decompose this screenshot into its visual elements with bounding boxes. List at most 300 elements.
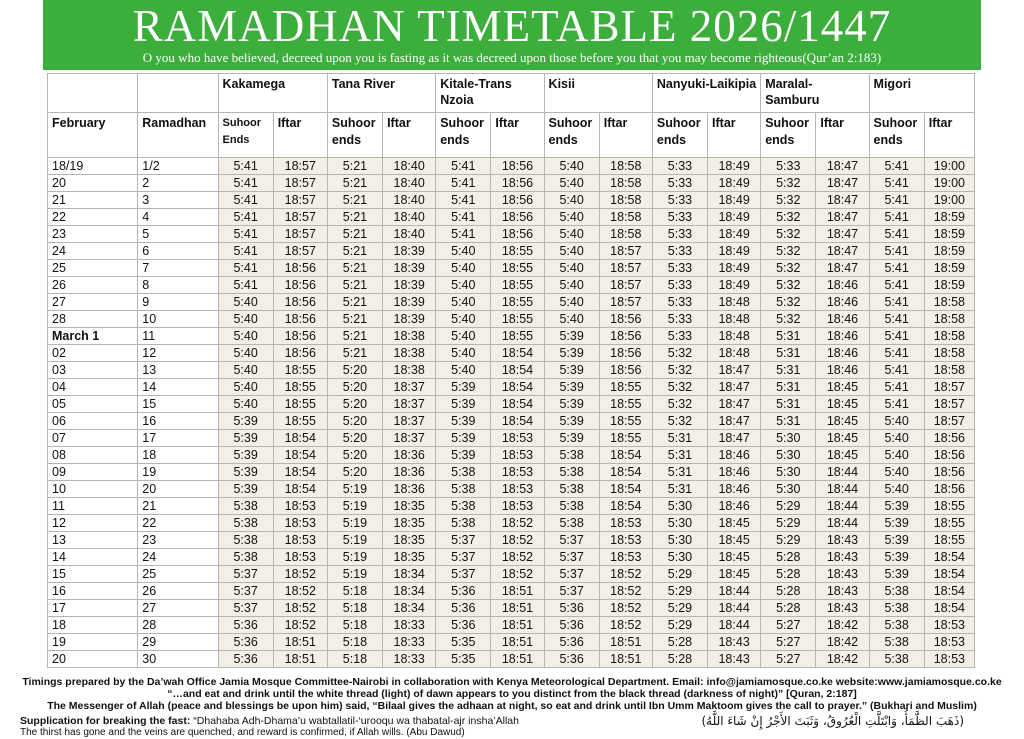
- iftar-time-cell: 18:43: [816, 566, 869, 583]
- table-row: [48, 311, 975, 328]
- iftar-time-cell: 18:33: [383, 634, 436, 651]
- suhoor-time-cell: 5:31: [761, 328, 816, 345]
- date-cell: 05: [48, 396, 138, 413]
- suhoor-time-cell: 5:41: [218, 158, 273, 175]
- iftar-header: Iftar: [383, 113, 436, 158]
- iftar-time-cell: 18:54: [599, 447, 652, 464]
- ramadhan-day-cell: 4: [138, 209, 218, 226]
- iftar-time-cell: 18:36: [383, 464, 436, 481]
- suhoor-time-cell: 5:40: [436, 328, 491, 345]
- footer-quran-quote: “…and eat and drink until the white thread (light) of dawn appears to you distinct from the black thread (darkness of night)” [Quran, 2:187]: [167, 688, 857, 700]
- location-header: Tana River: [327, 74, 435, 113]
- date-cell: 11: [48, 498, 138, 515]
- suhoor-time-cell: 5:28: [652, 634, 707, 651]
- suhoor-time-cell: 5:40: [436, 311, 491, 328]
- location-header: Nanyuki-Laikipia: [652, 74, 760, 113]
- suhoor-time-cell: 5:18: [327, 617, 382, 634]
- iftar-time-cell: 18:57: [599, 294, 652, 311]
- date-cell: 19: [48, 634, 138, 651]
- iftar-time-cell: 18:35: [383, 532, 436, 549]
- ramadhan-day-cell: 20: [138, 481, 218, 498]
- iftar-time-cell: 18:57: [273, 226, 327, 243]
- iftar-time-cell: 18:56: [273, 311, 327, 328]
- suhoor-time-cell: 5:40: [436, 243, 491, 260]
- ramadhan-column-header: Ramadhan: [138, 113, 218, 158]
- suhoor-time-cell: 5:38: [544, 464, 599, 481]
- iftar-time-cell: 18:48: [708, 345, 761, 362]
- iftar-time-cell: 18:48: [708, 294, 761, 311]
- iftar-time-cell: 18:54: [599, 498, 652, 515]
- iftar-time-cell: 18:38: [383, 345, 436, 362]
- suhoor-time-cell: 5:33: [761, 158, 816, 175]
- iftar-time-cell: 18:45: [708, 515, 761, 532]
- date-cell: 20: [48, 651, 138, 668]
- iftar-time-cell: 19:00: [924, 158, 974, 175]
- suhoor-time-cell: 5:28: [761, 566, 816, 583]
- suhoor-time-cell: 5:38: [218, 498, 273, 515]
- iftar-time-cell: 18:54: [273, 447, 327, 464]
- suhoor-time-cell: 5:41: [869, 226, 924, 243]
- suhoor-time-cell: 5:33: [652, 294, 707, 311]
- iftar-time-cell: 18:57: [273, 192, 327, 209]
- iftar-time-cell: 18:51: [599, 634, 652, 651]
- iftar-time-cell: 18:53: [924, 617, 974, 634]
- suhoor-time-cell: 5:33: [652, 311, 707, 328]
- iftar-time-cell: 18:45: [816, 396, 869, 413]
- suhoor-time-cell: 5:40: [869, 464, 924, 481]
- iftar-time-cell: 18:40: [383, 226, 436, 243]
- suhoor-time-cell: 5:41: [436, 175, 491, 192]
- suhoor-time-cell: 5:41: [218, 226, 273, 243]
- iftar-time-cell: 18:33: [383, 617, 436, 634]
- iftar-time-cell: 18:59: [924, 243, 974, 260]
- suhoor-time-cell: 5:39: [218, 464, 273, 481]
- iftar-time-cell: 18:59: [924, 277, 974, 294]
- suhoor-time-cell: 5:33: [652, 243, 707, 260]
- location-header: Kisii: [544, 74, 652, 113]
- iftar-time-cell: 18:58: [924, 362, 974, 379]
- suhoor-time-cell: 5:39: [869, 566, 924, 583]
- suhoor-time-cell: 5:27: [761, 617, 816, 634]
- suhoor-time-cell: 5:41: [218, 260, 273, 277]
- suhoor-time-cell: 5:38: [869, 600, 924, 617]
- suhoor-time-cell: 5:39: [218, 430, 273, 447]
- ramadhan-day-cell: 17: [138, 430, 218, 447]
- iftar-time-cell: 18:36: [383, 447, 436, 464]
- date-cell: 20: [48, 175, 138, 192]
- iftar-time-cell: 18:55: [491, 277, 544, 294]
- iftar-time-cell: 18:51: [273, 651, 327, 668]
- suhoor-time-cell: 5:21: [327, 175, 382, 192]
- suhoor-time-cell: 5:20: [327, 413, 382, 430]
- suhoor-time-cell: 5:38: [869, 651, 924, 668]
- iftar-time-cell: 18:43: [816, 549, 869, 566]
- suhoor-time-cell: 5:39: [869, 532, 924, 549]
- iftar-time-cell: 18:55: [599, 413, 652, 430]
- iftar-time-cell: 18:54: [924, 583, 974, 600]
- suhoor-time-cell: 5:30: [761, 430, 816, 447]
- suhoor-time-cell: 5:18: [327, 634, 382, 651]
- suhoor-time-cell: 5:38: [869, 617, 924, 634]
- iftar-time-cell: 18:46: [816, 345, 869, 362]
- suhoor-time-cell: 5:32: [761, 175, 816, 192]
- suhoor-time-cell: 5:21: [327, 277, 382, 294]
- table-row: [48, 651, 975, 668]
- suhoor-time-cell: 5:37: [544, 549, 599, 566]
- iftar-time-cell: 18:51: [491, 617, 544, 634]
- table-row: [48, 617, 975, 634]
- iftar-time-cell: 18:53: [491, 481, 544, 498]
- iftar-time-cell: 18:56: [491, 175, 544, 192]
- iftar-time-cell: 18:39: [383, 243, 436, 260]
- iftar-time-cell: 18:53: [924, 634, 974, 651]
- iftar-time-cell: 18:52: [491, 549, 544, 566]
- iftar-time-cell: 18:57: [599, 243, 652, 260]
- iftar-time-cell: 18:52: [273, 566, 327, 583]
- ramadhan-day-cell: 12: [138, 345, 218, 362]
- suhoor-header: Suhoor ends: [544, 113, 599, 158]
- table-row: [48, 243, 975, 260]
- suhoor-time-cell: 5:40: [869, 447, 924, 464]
- table-row: [48, 515, 975, 532]
- location-header: Kakamega: [218, 74, 327, 113]
- suhoor-time-cell: 5:40: [436, 294, 491, 311]
- iftar-time-cell: 18:42: [816, 634, 869, 651]
- table-row: [48, 209, 975, 226]
- iftar-time-cell: 18:39: [383, 260, 436, 277]
- iftar-time-cell: 18:46: [816, 362, 869, 379]
- iftar-time-cell: 18:45: [816, 447, 869, 464]
- suhoor-time-cell: 5:20: [327, 362, 382, 379]
- suhoor-time-cell: 5:36: [436, 617, 491, 634]
- suhoor-time-cell: 5:33: [652, 158, 707, 175]
- table-row: [48, 481, 975, 498]
- iftar-time-cell: 18:44: [816, 515, 869, 532]
- suhoor-time-cell: 5:29: [652, 583, 707, 600]
- iftar-time-cell: 18:55: [273, 396, 327, 413]
- suhoor-time-cell: 5:33: [652, 192, 707, 209]
- ramadhan-day-cell: 6: [138, 243, 218, 260]
- suhoor-time-cell: 5:30: [652, 515, 707, 532]
- table-row: [48, 634, 975, 651]
- iftar-time-cell: 18:56: [599, 362, 652, 379]
- suhoor-time-cell: 5:40: [544, 294, 599, 311]
- iftar-time-cell: 18:53: [273, 549, 327, 566]
- iftar-time-cell: 18:52: [599, 600, 652, 617]
- suhoor-time-cell: 5:31: [652, 430, 707, 447]
- ramadhan-day-cell: 30: [138, 651, 218, 668]
- suhoor-time-cell: 5:37: [218, 583, 273, 600]
- iftar-time-cell: 18:52: [491, 515, 544, 532]
- iftar-time-cell: 18:56: [924, 481, 974, 498]
- table-row: [48, 413, 975, 430]
- location-header-row: [48, 74, 975, 113]
- suhoor-time-cell: 5:30: [761, 481, 816, 498]
- iftar-time-cell: 18:47: [816, 158, 869, 175]
- suhoor-time-cell: 5:38: [436, 515, 491, 532]
- suhoor-time-cell: 5:39: [436, 396, 491, 413]
- suhoor-time-cell: 5:40: [544, 277, 599, 294]
- suhoor-time-cell: 5:39: [436, 430, 491, 447]
- ramadhan-day-cell: 18: [138, 447, 218, 464]
- iftar-time-cell: 18:55: [924, 515, 974, 532]
- iftar-time-cell: 18:57: [273, 209, 327, 226]
- supplication-text: “Dhahaba Adh-Dhama’u wabtallatil-‘urooqu wa thabatal-ajr insha’Allah: [190, 715, 519, 727]
- suhoor-time-cell: 5:40: [218, 328, 273, 345]
- iftar-time-cell: 18:55: [491, 328, 544, 345]
- suhoor-time-cell: 5:41: [218, 209, 273, 226]
- suhoor-time-cell: 5:41: [218, 277, 273, 294]
- suhoor-time-cell: 5:38: [436, 498, 491, 515]
- iftar-time-cell: 18:53: [491, 430, 544, 447]
- suhoor-time-cell: 5:19: [327, 566, 382, 583]
- suhoor-header: Suhoor ends: [761, 113, 816, 158]
- ramadhan-day-cell: 11: [138, 328, 218, 345]
- ramadhan-day-cell: 24: [138, 549, 218, 566]
- ramadhan-day-cell: 26: [138, 583, 218, 600]
- suhoor-time-cell: 5:21: [327, 243, 382, 260]
- iftar-time-cell: 18:34: [383, 583, 436, 600]
- date-cell: 21: [48, 192, 138, 209]
- iftar-time-cell: 18:33: [383, 651, 436, 668]
- iftar-time-cell: 18:56: [273, 277, 327, 294]
- iftar-time-cell: 18:58: [599, 209, 652, 226]
- suhoor-time-cell: 5:41: [869, 158, 924, 175]
- iftar-time-cell: 18:49: [708, 209, 761, 226]
- date-cell: 02: [48, 345, 138, 362]
- table-row: [48, 226, 975, 243]
- iftar-time-cell: 18:42: [816, 651, 869, 668]
- iftar-time-cell: 18:37: [383, 396, 436, 413]
- suhoor-time-cell: 5:41: [869, 328, 924, 345]
- ramadhan-day-cell: 13: [138, 362, 218, 379]
- iftar-time-cell: 18:55: [273, 362, 327, 379]
- iftar-time-cell: 18:49: [708, 243, 761, 260]
- suhoor-time-cell: 5:39: [436, 413, 491, 430]
- iftar-time-cell: 18:45: [708, 566, 761, 583]
- suhoor-time-cell: 5:20: [327, 464, 382, 481]
- iftar-time-cell: 18:57: [924, 396, 974, 413]
- iftar-time-cell: 18:43: [816, 583, 869, 600]
- ramadhan-day-cell: 14: [138, 379, 218, 396]
- suhoor-time-cell: 5:40: [544, 175, 599, 192]
- iftar-time-cell: 18:56: [599, 311, 652, 328]
- table-row: [48, 549, 975, 566]
- header-blank: [48, 74, 138, 113]
- iftar-time-cell: 18:45: [816, 430, 869, 447]
- ramadhan-day-cell: 22: [138, 515, 218, 532]
- suhoor-time-cell: 5:39: [544, 345, 599, 362]
- iftar-time-cell: 18:57: [924, 379, 974, 396]
- iftar-time-cell: 18:59: [924, 260, 974, 277]
- suhoor-time-cell: 5:31: [761, 396, 816, 413]
- iftar-time-cell: 18:49: [708, 260, 761, 277]
- suhoor-time-cell: 5:40: [544, 158, 599, 175]
- date-cell: 13: [48, 532, 138, 549]
- suhoor-header: Suhoor ends: [869, 113, 924, 158]
- suhoor-time-cell: 5:36: [544, 617, 599, 634]
- suhoor-time-cell: 5:31: [652, 481, 707, 498]
- suhoor-time-cell: 5:33: [652, 277, 707, 294]
- suhoor-time-cell: 5:37: [544, 566, 599, 583]
- ramadhan-day-cell: 23: [138, 532, 218, 549]
- suhoor-time-cell: 5:41: [869, 294, 924, 311]
- iftar-header: Iftar: [708, 113, 761, 158]
- suhoor-time-cell: 5:28: [761, 583, 816, 600]
- iftar-time-cell: 18:54: [273, 481, 327, 498]
- iftar-time-cell: 18:53: [599, 549, 652, 566]
- iftar-time-cell: 18:49: [708, 226, 761, 243]
- iftar-time-cell: 18:54: [924, 566, 974, 583]
- suhoor-time-cell: 5:41: [436, 158, 491, 175]
- iftar-time-cell: 18:51: [491, 651, 544, 668]
- date-cell: March 1: [48, 328, 138, 345]
- ramadhan-day-cell: 15: [138, 396, 218, 413]
- iftar-time-cell: 18:52: [273, 617, 327, 634]
- iftar-time-cell: 18:40: [383, 158, 436, 175]
- suhoor-time-cell: 5:41: [218, 192, 273, 209]
- suhoor-time-cell: 5:32: [761, 192, 816, 209]
- suhoor-time-cell: 5:41: [869, 243, 924, 260]
- iftar-time-cell: 18:51: [599, 651, 652, 668]
- iftar-time-cell: 18:49: [708, 192, 761, 209]
- iftar-time-cell: 18:54: [491, 362, 544, 379]
- iftar-time-cell: 18:35: [383, 515, 436, 532]
- iftar-time-cell: 18:36: [383, 481, 436, 498]
- suhoor-time-cell: 5:21: [327, 158, 382, 175]
- date-cell: 07: [48, 430, 138, 447]
- date-cell: 09: [48, 464, 138, 481]
- suhoor-time-cell: 5:39: [544, 413, 599, 430]
- suhoor-time-cell: 5:27: [761, 634, 816, 651]
- suhoor-time-cell: 5:39: [218, 413, 273, 430]
- iftar-time-cell: 18:58: [924, 294, 974, 311]
- suhoor-time-cell: 5:38: [544, 515, 599, 532]
- suhoor-time-cell: 5:40: [869, 481, 924, 498]
- iftar-time-cell: 18:44: [816, 498, 869, 515]
- suhoor-time-cell: 5:40: [544, 243, 599, 260]
- iftar-time-cell: 19:00: [924, 192, 974, 209]
- suhoor-time-cell: 5:41: [869, 209, 924, 226]
- table-row: [48, 294, 975, 311]
- quran-verse: O you who have believed, decreed upon you is fasting as it was decreed upon those before you that you may become righteous(Qur’an 2:183): [142, 50, 882, 65]
- footer: [0, 676, 1024, 739]
- suhoor-time-cell: 5:41: [869, 260, 924, 277]
- iftar-header: Iftar: [924, 113, 974, 158]
- iftar-time-cell: 18:43: [816, 600, 869, 617]
- suhoor-time-cell: 5:41: [869, 192, 924, 209]
- suhoor-time-cell: 5:35: [436, 634, 491, 651]
- table-row: [48, 345, 975, 362]
- suhoor-time-cell: 5:40: [436, 277, 491, 294]
- iftar-time-cell: 18:44: [708, 600, 761, 617]
- iftar-time-cell: 18:35: [383, 498, 436, 515]
- ramadhan-day-cell: 8: [138, 277, 218, 294]
- iftar-time-cell: 18:49: [708, 175, 761, 192]
- suhoor-time-cell: 5:21: [327, 328, 382, 345]
- iftar-time-cell: 18:56: [273, 328, 327, 345]
- suhoor-time-cell: 5:40: [436, 345, 491, 362]
- suhoor-time-cell: 5:32: [761, 311, 816, 328]
- table-row: [48, 447, 975, 464]
- suhoor-time-cell: 5:32: [652, 379, 707, 396]
- iftar-time-cell: 18:47: [816, 192, 869, 209]
- suhoor-time-cell: 5:36: [544, 651, 599, 668]
- suhoor-time-cell: 5:41: [869, 379, 924, 396]
- suhoor-time-cell: 5:18: [327, 583, 382, 600]
- iftar-time-cell: 18:46: [816, 311, 869, 328]
- iftar-time-cell: 18:45: [816, 379, 869, 396]
- suhoor-time-cell: 5:29: [652, 566, 707, 583]
- suhoor-time-cell: 5:32: [652, 396, 707, 413]
- suhoor-time-cell: 5:30: [652, 532, 707, 549]
- suhoor-time-cell: 5:37: [218, 600, 273, 617]
- iftar-time-cell: 18:56: [599, 345, 652, 362]
- suhoor-time-cell: 5:19: [327, 532, 382, 549]
- suhoor-time-cell: 5:29: [652, 617, 707, 634]
- suhoor-header: Suhoor ends: [327, 113, 382, 158]
- iftar-time-cell: 18:54: [273, 464, 327, 481]
- iftar-time-cell: 18:46: [816, 328, 869, 345]
- iftar-header: Iftar: [599, 113, 652, 158]
- iftar-time-cell: 18:47: [816, 243, 869, 260]
- suhoor-time-cell: 5:39: [544, 362, 599, 379]
- title-banner: [43, 0, 981, 70]
- iftar-time-cell: 18:57: [273, 158, 327, 175]
- iftar-time-cell: 18:53: [273, 532, 327, 549]
- suhoor-time-cell: 5:39: [544, 430, 599, 447]
- suhoor-time-cell: 5:41: [218, 175, 273, 192]
- date-cell: 08: [48, 447, 138, 464]
- iftar-time-cell: 18:54: [273, 430, 327, 447]
- iftar-time-cell: 18:42: [816, 617, 869, 634]
- suhoor-time-cell: 5:21: [327, 226, 382, 243]
- table-row: [48, 277, 975, 294]
- table-row: [48, 498, 975, 515]
- suhoor-time-cell: 5:40: [218, 396, 273, 413]
- iftar-time-cell: 18:51: [273, 634, 327, 651]
- suhoor-time-cell: 5:36: [544, 600, 599, 617]
- suhoor-time-cell: 5:33: [652, 226, 707, 243]
- iftar-time-cell: 18:47: [816, 175, 869, 192]
- suhoor-time-cell: 5:40: [544, 209, 599, 226]
- date-cell: 16: [48, 583, 138, 600]
- iftar-time-cell: 18:53: [924, 651, 974, 668]
- iftar-time-cell: 18:44: [708, 583, 761, 600]
- suhoor-time-cell: 5:39: [218, 481, 273, 498]
- suhoor-time-cell: 5:40: [544, 311, 599, 328]
- iftar-time-cell: 18:54: [599, 481, 652, 498]
- suhoor-time-cell: 5:38: [218, 515, 273, 532]
- iftar-time-cell: 18:57: [273, 243, 327, 260]
- iftar-time-cell: 18:52: [273, 583, 327, 600]
- iftar-time-cell: 18:56: [924, 464, 974, 481]
- suhoor-time-cell: 5:30: [761, 464, 816, 481]
- ramadhan-day-cell: 5: [138, 226, 218, 243]
- iftar-time-cell: 18:56: [491, 158, 544, 175]
- suhoor-time-cell: 5:40: [869, 430, 924, 447]
- iftar-time-cell: 18:58: [924, 328, 974, 345]
- date-cell: 14: [48, 549, 138, 566]
- suhoor-time-cell: 5:37: [218, 566, 273, 583]
- iftar-time-cell: 18:56: [273, 260, 327, 277]
- iftar-time-cell: 18:40: [383, 209, 436, 226]
- suhoor-time-cell: 5:39: [218, 447, 273, 464]
- suhoor-time-cell: 5:36: [218, 617, 273, 634]
- iftar-time-cell: 18:56: [924, 447, 974, 464]
- iftar-time-cell: 18:39: [383, 277, 436, 294]
- iftar-time-cell: 18:56: [273, 345, 327, 362]
